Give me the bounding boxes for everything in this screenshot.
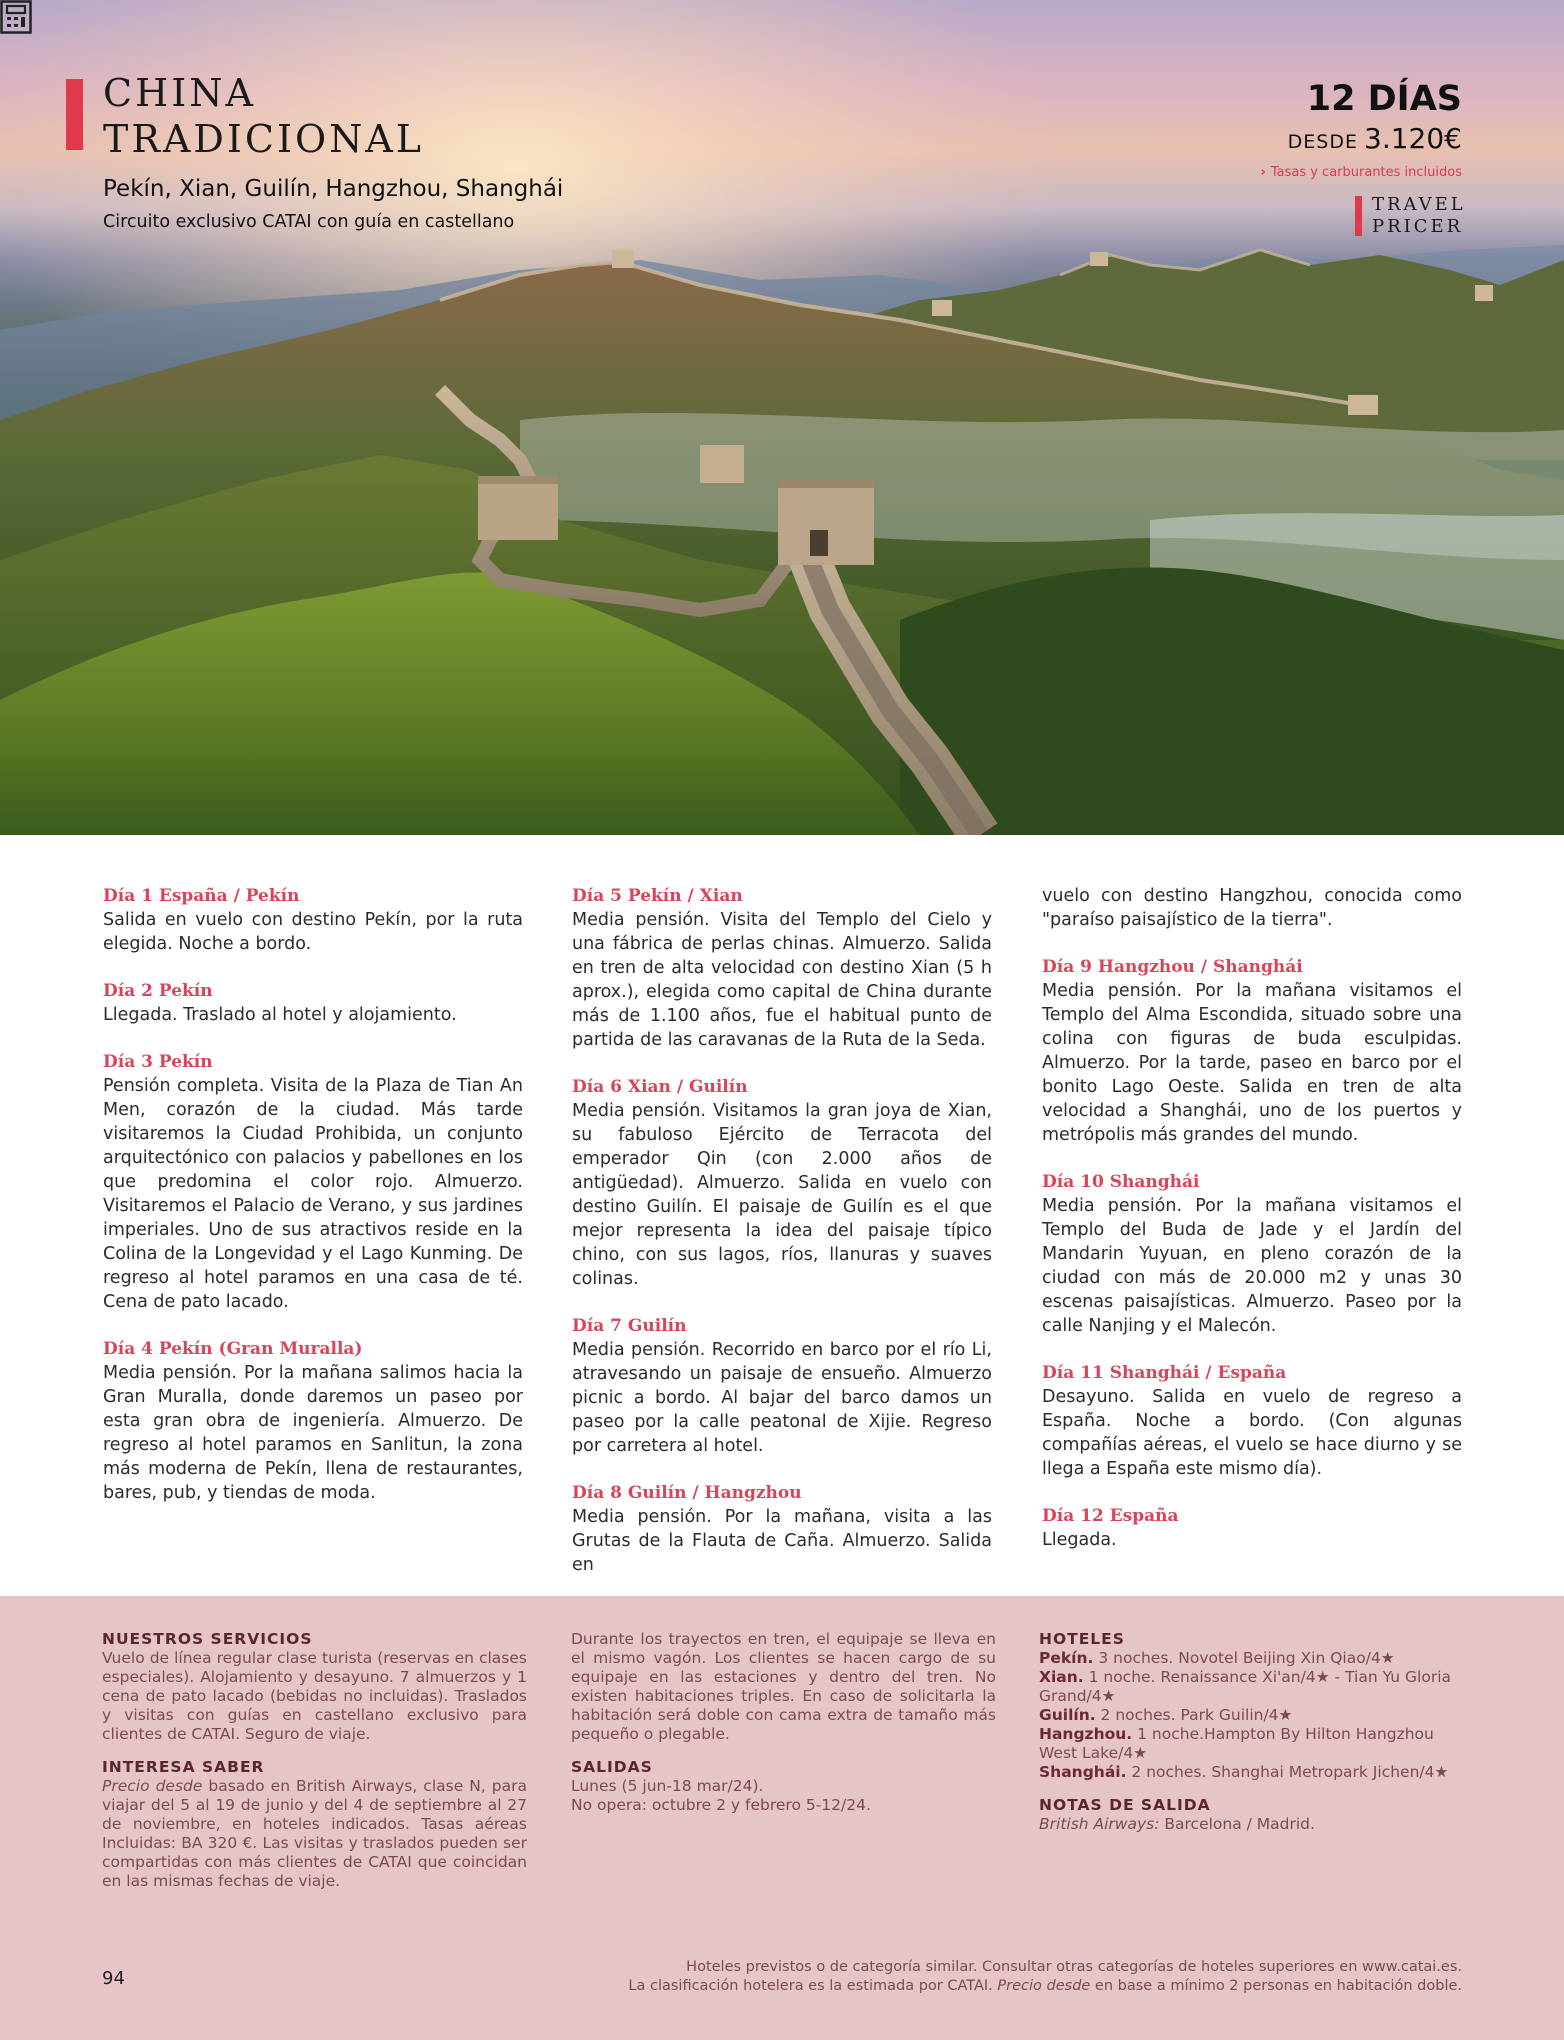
hotel-entry — [1039, 1649, 1464, 1668]
our-services-heading: NUESTROS SERVICIOS — [102, 1630, 313, 1648]
hotel-city: Hangzhou. — [1039, 1725, 1133, 1743]
services-column-1 — [102, 1630, 527, 1905]
day-text: Media pensión. Por la mañana, visita a las Grutas de la Flauta de Caña. Almuerzo. Salida en — [572, 1507, 992, 1575]
day-title: Día 11 Shanghái / España — [1042, 1363, 1287, 1383]
badge-line-1: TRAVEL — [1372, 194, 1466, 215]
itinerary-day — [572, 1314, 992, 1458]
travel-pricer-accent-bar — [1355, 196, 1362, 236]
departure-cities: Barcelona / Madrid. — [1159, 1815, 1315, 1833]
train-luggage-text: Durante los trayectos en tren, el equipaje se lleva en el mismo vagón. Los clientes se hacen cargo de su equipaje en las estaciones y dentro del tren. No existen habitaciones triples. En caso de solicitarla la habitación será doble con cama extra de tamaño más pequeño o plegable. — [571, 1630, 996, 1743]
good-to-know-block — [102, 1758, 527, 1891]
itinerary-column-2 — [572, 884, 992, 1600]
footer-note-line-1: Hoteles previstos o de categoría similar. Consultar otras categorías de hoteles superiores en www.catai.es. — [686, 1959, 1462, 1975]
day-title: Día 12 España — [1042, 1506, 1179, 1526]
hotel-detail: 2 noches. Shanghai Metropark Jichen/4★ — [1126, 1763, 1449, 1781]
tour-price — [1288, 122, 1462, 155]
chevron-right-icon: › — [1260, 165, 1266, 180]
footer-note-line-2 — [628, 1977, 1462, 1996]
day-title: Día 9 Hangzhou / Shanghái — [1042, 957, 1303, 977]
footer-price-from: Precio desde — [997, 1978, 1091, 1994]
day-title: Día 4 Pekín (Gran Muralla) — [103, 1339, 363, 1359]
day-title: Día 8 Guilín / Hangzhou — [572, 1483, 802, 1503]
title-accent-bar — [66, 79, 83, 150]
itinerary-day — [103, 1337, 523, 1505]
itinerary-day — [1042, 1170, 1462, 1338]
hotel-detail: 3 noches. Novotel Beijing Xin Qiao/4★ — [1093, 1649, 1395, 1667]
itinerary-day — [572, 1075, 992, 1291]
departures-heading: SALIDAS — [571, 1758, 653, 1776]
day-title: Día 5 Pekín / Xian — [572, 886, 743, 906]
hotel-city: Pekín. — [1039, 1649, 1094, 1667]
day-text: Media pensión. Visita del Templo del Cielo y una fábrica de perlas chinas. Almuerzo. Salida en tren de alta velocidad con destino Xian (5 h aprox.), elegida como capital de China durante más de 1.100 años, fue el habitual punto de partida de las caravanas de la Ruta de la Seda. — [572, 910, 992, 1050]
hotel-detail: 1 noche.Hampton By Hilton Hangzhou West Lake/4★ — [1039, 1725, 1434, 1762]
departure-notes-text — [1039, 1815, 1464, 1834]
day-8-continuation: vuelo con destino Hangzhou, conocida como "paraíso paisajístico de la tierra". — [1042, 886, 1462, 930]
hotel-city: Shanghái. — [1039, 1763, 1127, 1781]
hotel-detail: 1 noche. Renaissance Xi'an/4★ - Tian Yu Gloria Grand/4★ — [1039, 1668, 1452, 1705]
hero-image — [0, 0, 1564, 835]
itinerary-day — [103, 1050, 523, 1314]
departure-notes-block — [1039, 1796, 1464, 1834]
price-prefix: DESDE — [1287, 131, 1359, 153]
hotel-city: Guilín. — [1039, 1706, 1096, 1724]
day-text: Media pensión. Por la mañana visitamos el Templo del Alma Escondida, situado sobre una colina con figuras de buda esculpidas. Almuerzo. Por la tarde, paseo en barco por el bonito Lago Oeste. Salida en tren de alta velocidad a Shanghái, uno de los puertos y metrópolis más grandes del mundo. — [1042, 981, 1462, 1145]
itinerary-day — [103, 884, 523, 956]
tour-duration: 12 DÍAS — [1306, 79, 1462, 119]
services-column-3 — [1039, 1630, 1464, 1848]
title-line-2: TRADICIONAL — [103, 117, 425, 161]
departures-line-1: Lunes (5 jun-18 mar/24). — [571, 1777, 764, 1795]
day-text: Llegada. — [1042, 1530, 1117, 1550]
day-text: Media pensión. Por la mañana visitamos el Templo del Buda de Jade y el Jardín del Mandarin Yuyuan, en pleno corazón de la ciudad con más de 20.000 m2 y unas 30 escenas paisajísticas. Almuerzo. Paseo por la calle Nanjing y el Malecón. — [1042, 1196, 1462, 1336]
travel-pricer-badge — [1372, 194, 1466, 238]
day-title: Día 3 Pekín — [103, 1052, 213, 1072]
calculator-icon — [0, 0, 32, 34]
day-text: Desayuno. Salida en vuelo de regreso a España. Noche a bordo. (Con algunas compañías aéreas, el vuelo se hace diurno y se llega a España este mismo día). — [1042, 1387, 1462, 1479]
departures-line-2: No opera: octubre 2 y febrero 5-12/24. — [571, 1796, 871, 1814]
departure-notes-heading: NOTAS DE SALIDA — [1039, 1796, 1211, 1814]
taxes-note-text: Tasas y carburantes incluidos — [1270, 165, 1462, 180]
price-from-label: Precio desde — [102, 1777, 203, 1795]
footer-note — [628, 1958, 1462, 1996]
departures-block — [571, 1758, 996, 1815]
services-column-2 — [571, 1630, 996, 1829]
hotel-detail: 2 noches. Park Guilin/4★ — [1095, 1706, 1293, 1724]
title-line-1: CHINA — [103, 71, 256, 115]
day-title: Día 10 Shanghái — [1042, 1172, 1200, 1192]
day-title: Día 1 España / Pekín — [103, 886, 300, 906]
day-text: Media pensión. Por la mañana salimos hacia la Gran Muralla, donde daremos un paseo por esta gran obra de ingeniería. Almuerzo. De regreso al hotel paramos en Sanlitun, la zona más moderna de Pekín, llena de restaurantes, bares, pub, y tiendas de moda. — [103, 1363, 523, 1503]
footer-note-part-a: La clasificación hotelera es la estimada por CATAI. — [628, 1978, 998, 1994]
hotel-entry — [1039, 1763, 1464, 1782]
day-text: Salida en vuelo con destino Pekín, por la ruta elegida. Noche a bordo. — [103, 910, 523, 954]
good-to-know-text — [102, 1777, 527, 1891]
footer-note-part-b: en base a mínimo 2 personas en habitación doble. — [1090, 1978, 1462, 1994]
our-services-text: Vuelo de línea regular clase turista (reservas en clases especiales). Alojamiento y desayuno. 7 almuerzos y 1 cena de pato lacado (bebidas no incluidas). Traslados y visitas con guías en castellano exclusivo para clientes de CATAI. Seguro de viaje. — [102, 1649, 527, 1743]
itinerary-day — [103, 979, 523, 1027]
hotels-heading: HOTELES — [1039, 1630, 1125, 1648]
itinerary-day — [1042, 955, 1462, 1147]
day-text: Media pensión. Visitamos la gran joya de Xian, su fabuloso Ejército de Terracota del emperador Qin (con 2.000 años de antigüedad). Almuerzo. Salida en vuelo con destino Guilín. El paisaje de Guilín es el que mejor representa la idea del paisaje típico chino, con sus lagos, ríos, llanuras y suaves colinas. — [572, 1101, 992, 1289]
price-amount: 3.120€ — [1364, 122, 1462, 155]
route-cities: Pekín, Xian, Guilín, Hangzhou, Shanghái — [103, 176, 564, 202]
page-number: 94 — [102, 1968, 125, 1989]
itinerary-day — [1042, 1361, 1462, 1481]
day-title: Día 2 Pekín — [103, 981, 213, 1001]
tour-subtitle: Circuito exclusivo CATAI con guía en castellano — [103, 212, 515, 232]
itinerary-day — [572, 884, 992, 1052]
hotel-entry — [1039, 1725, 1464, 1763]
our-services-block — [102, 1630, 527, 1744]
itinerary-column-1 — [103, 884, 523, 1528]
day-text: Pensión completa. Visita de la Plaza de Tian An Men, corazón de la ciudad. Más tarde visitaremos la Ciudad Prohibida, un conjunto arquitectónico con palacios y pabellones en los que predomina el color rojo. Almuerzo. Visitaremos el Palacio de Verano, y sus jardines imperiales. Uno de sus atractivos reside en la Colina de la Longevidad y el Lago Kunming. De regreso al hotel paramos en una casa de té. Cena de pato lacado. — [103, 1076, 523, 1312]
day-text: Llegada. Traslado al hotel y alojamiento. — [103, 1005, 457, 1025]
itinerary-column-3 — [1042, 884, 1462, 1575]
good-to-know-body: basado en British Airways, clase N, para viajar del 5 al 19 de junio y del 4 de septiembre al 27 de noviembre, en hoteles indicados. Tasas aéreas Incluidas: BA 320 €. Las visitas y traslados pueden ser compartidas con más clientes de CATAI que coincidan en las mismas fechas de viaje. — [102, 1777, 527, 1890]
itinerary-day — [572, 1481, 992, 1577]
hotel-entry — [1039, 1668, 1464, 1706]
day-title: Día 7 Guilín — [572, 1316, 687, 1336]
itinerary-day — [1042, 1504, 1462, 1552]
taxes-note — [1260, 165, 1462, 180]
day-title: Día 6 Xian / Guilín — [572, 1077, 748, 1097]
hotel-city: Xian. — [1039, 1668, 1084, 1686]
train-luggage-block — [571, 1630, 996, 1744]
good-to-know-heading: INTERESA SABER — [102, 1758, 265, 1776]
badge-line-2: PRICER — [1372, 216, 1464, 237]
services-panel — [0, 1596, 1564, 2040]
airline-label: British Airways: — [1039, 1815, 1160, 1833]
hotel-entry — [1039, 1706, 1464, 1725]
day-text: Media pensión. Recorrido en barco por el río Li, atravesando un paisaje de ensueño. Almuerzo picnic a bordo. Al bajar del barco damos un paseo por la calle peatonal de Xijie. Regreso por carretera al hotel. — [572, 1340, 992, 1456]
hotels-block — [1039, 1630, 1464, 1782]
page-title — [103, 70, 424, 162]
